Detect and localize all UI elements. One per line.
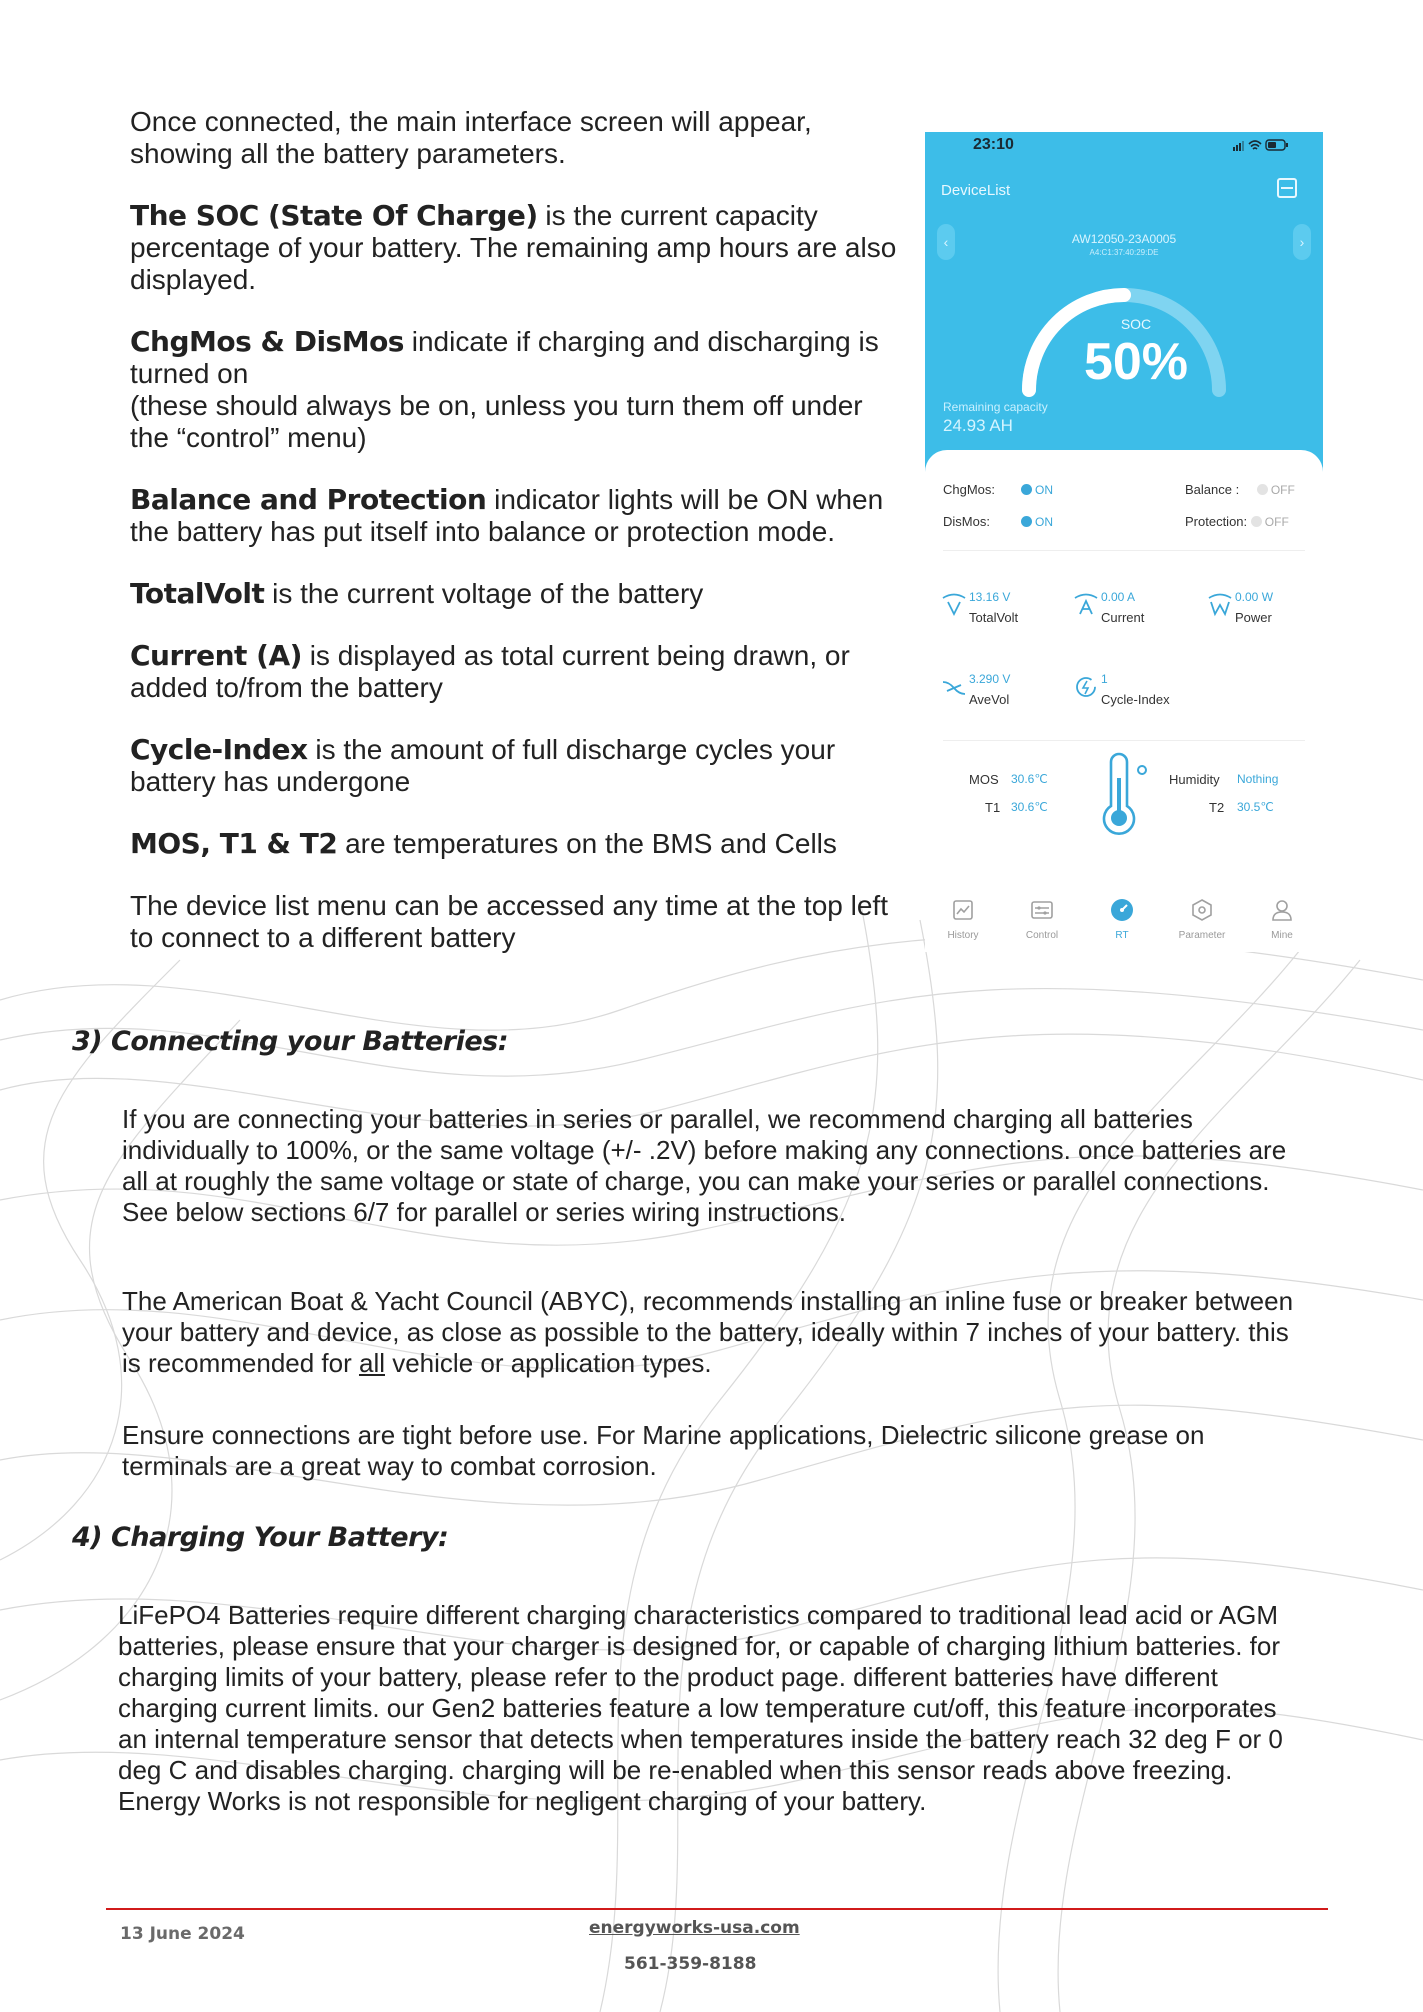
t2-temp-value: 30.5℃	[1237, 800, 1274, 814]
dismos-label: DisMos:	[943, 514, 990, 529]
soc-value: 50%	[1083, 333, 1189, 391]
voltage-icon	[941, 592, 967, 618]
device-list-description: The device list menu can be accessed any time at the top left to connect to a different battery	[130, 890, 888, 953]
footer-website-link[interactable]: energyworks-usa.com	[589, 1918, 800, 1938]
nav-parameter-label: Parameter	[1178, 930, 1226, 941]
humidity-label: Humidity	[1169, 772, 1220, 787]
scan-icon[interactable]	[1277, 178, 1297, 198]
average-voltage-icon	[941, 674, 967, 700]
balance-indicator	[1257, 484, 1268, 495]
remaining-capacity-value: 24.93 AH	[943, 416, 1013, 435]
dismos-status	[943, 514, 1053, 529]
section-3-paragraph-1: If you are connecting your batteries in series or parallel, we recommend charging all batteries individually to 100%, or the same voltage (+/- .2V) before making any connections. once batteries are all at roughly the same voltage or state of charge, you can make your series or parallel connections. See below sections 6/7 for parallel or series wiring instructions.	[122, 1104, 1287, 1227]
t1-temp-value: 30.6℃	[1011, 800, 1048, 814]
footer-phone: 561-359-8188	[624, 1954, 757, 1974]
t2-temp-label: T2	[1209, 800, 1225, 815]
protection-indicator	[1251, 516, 1262, 527]
chevron-right-icon[interactable]: ›	[1293, 224, 1311, 260]
cycle-description: Cycle-Index is the amount of full discharge cycles your battery has undergone	[130, 733, 836, 797]
device-name: AW12050-23A0005	[1071, 232, 1177, 246]
status-time: 23:10	[973, 136, 1014, 153]
balance-value: OFF	[1270, 483, 1295, 497]
nav-rt-label: RT	[1115, 930, 1129, 941]
balance-description: Balance and Protection indicator lights will be ON when the battery has put itself into balance or protection mode.	[130, 483, 884, 547]
nav-history-label: History	[947, 930, 979, 941]
nav-rt[interactable]	[1092, 898, 1152, 941]
history-icon	[951, 898, 975, 922]
intro-paragraph: Once connected, the main interface screen will appear, showing all the battery parameters.	[130, 106, 812, 169]
current-label: Current	[1101, 610, 1145, 625]
mos-description: ChgMos & DisMos indicate if charging and discharging is turned on (these should always be on, unless you turn them off under the “control” menu)	[130, 325, 879, 453]
avevol-label: AveVol	[969, 692, 1010, 707]
status-icons	[1233, 138, 1289, 155]
protection-status	[1185, 514, 1289, 529]
nav-control-label: Control	[1025, 930, 1059, 941]
section-3-paragraph-2: The American Boat & Yacht Council (ABYC), recommends installing an inline fuse or breaker between your battery and device, as close as possible to the battery, ideally within 7 inches of your battery. this is recommended for all vehicle or application types.	[122, 1286, 1294, 1378]
current-value: 0.00 A	[1101, 590, 1136, 604]
protection-value: OFF	[1264, 515, 1289, 529]
power-value: 0.00 W	[1235, 590, 1274, 604]
cycle-index-label: Cycle-Index	[1101, 692, 1170, 707]
totalvolt-value: 13.16 V	[969, 590, 1011, 604]
user-icon	[1270, 898, 1294, 922]
chevron-left-icon[interactable]: ‹	[937, 224, 955, 260]
section-4-paragraph: LiFePO4 Batteries require different charging characteristics compared to traditional lead acid or AGM batteries, please ensure that your charger is designed for, or capable of charging lithium batteries. for charging limits of your battery, please refer to the product page. different batteries have different charging current limits. our Gen2 batteries feature a low temperature cut/off, this feature incorporates an internal temperature sensor that detects when temperatures inside the battery reach 32 deg F or 0 deg C and disables charging. charging will be re-enabled when this sensor reads above freezing. Energy Works is not responsible for negligent charging of your battery.	[118, 1600, 1283, 1816]
mos-temp-label: MOS	[969, 772, 999, 787]
chgmos-value: ON	[1035, 483, 1053, 497]
footer-date: 13 June 2024	[120, 1924, 245, 1944]
control-icon	[1030, 898, 1054, 922]
section-4-heading: 4) Charging Your Battery:	[72, 1522, 449, 1553]
underlined-all: all	[358, 1348, 385, 1378]
divider	[943, 740, 1305, 741]
divider	[943, 550, 1305, 551]
soc-description: The SOC (State Of Charge) is the current capacity percentage of your battery. The remaining amp hours are also displayed.	[130, 199, 897, 295]
power-icon	[1207, 592, 1233, 618]
footer-rule	[106, 1908, 1328, 1910]
chgmos-label: ChgMos:	[943, 482, 996, 497]
intro-text	[130, 106, 900, 984]
avevol-value: 3.290 V	[969, 672, 1011, 686]
section-3-paragraph-3: Ensure connections are tight before use. For Marine applications, Dielectric silicone grease on terminals are a great way to combat corrosion.	[122, 1420, 1205, 1481]
section-3-heading: 3) Connecting your Batteries:	[72, 1026, 509, 1057]
nav-parameter[interactable]	[1172, 898, 1232, 941]
chgmos-status	[943, 482, 1053, 497]
dismos-value: ON	[1035, 515, 1053, 529]
app-header	[925, 132, 1323, 472]
power-label: Power	[1235, 610, 1272, 625]
temperature-description: MOS, T1 & T2 are temperatures on the BMS and Cells	[130, 827, 837, 860]
nav-control[interactable]	[1012, 898, 1072, 941]
totalvolt-label: TotalVolt	[969, 610, 1019, 625]
totalvolt-description: TotalVolt is the current voltage of the battery	[130, 577, 704, 610]
realtime-icon	[1110, 898, 1134, 922]
device-list-link[interactable]: DeviceList	[941, 182, 1011, 199]
dismos-indicator	[1021, 516, 1032, 527]
parameter-icon	[1190, 898, 1214, 922]
app-screenshot	[925, 132, 1323, 952]
soc-label: SOC	[1120, 316, 1152, 332]
current-icon	[1073, 592, 1099, 618]
chgmos-indicator	[1021, 484, 1032, 495]
remaining-capacity-label: Remaining capacity	[943, 400, 1048, 414]
device-mac: A4:C1:37:40:29:DE	[1089, 248, 1159, 257]
current-description: Current (A) is displayed as total current being drawn, or added to/from the battery	[130, 639, 850, 703]
nav-mine-label: Mine	[1271, 930, 1293, 941]
balance-label: Balance :	[1185, 482, 1240, 497]
humidity-value: Nothing	[1237, 772, 1279, 786]
t1-temp-label: T1	[985, 800, 1001, 815]
mos-temp-value: 30.6℃	[1011, 772, 1048, 786]
thermometer-icon	[1097, 752, 1151, 838]
nav-history[interactable]	[933, 898, 993, 941]
nav-mine[interactable]	[1252, 898, 1312, 941]
balance-status	[1185, 482, 1295, 497]
protection-label: Protection:	[1185, 514, 1248, 529]
cycle-index-value: 1	[1101, 672, 1108, 686]
cycle-icon	[1073, 674, 1099, 700]
signal-wifi-battery-icon	[1233, 138, 1289, 152]
app-content	[925, 450, 1323, 952]
